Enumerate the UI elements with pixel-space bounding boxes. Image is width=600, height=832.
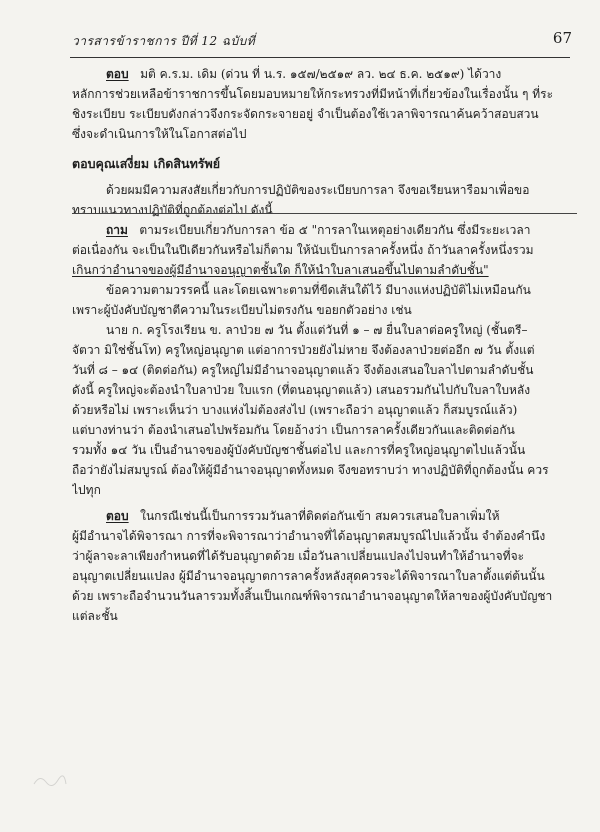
page-header: [72, 29, 572, 52]
answer2-line-5: ด้วย เพราะถือจำนวนวันลารวมทั้งสิ้นเป็นเกณฑ์พิจารณาอำนาจอนุญาตให้ลาของผู้บังคับบัญชา: [72, 589, 553, 603]
answer1-line-1: [72, 64, 572, 84]
answer1-text: มติ ค.ร.ม. เดิม (ด่วน ที่ น.ร. ๑๕๗/๒๕๑๙ ลว. ๒๔ ธ.ค. ๒๕๑๙) ได้วาง: [140, 67, 502, 81]
body-line-8: แต่บางท่านว่า ต้องนำเสนอไปพร้อมกัน โดยอ้างว่า เป็นการลาครั้งเดียวกันและติดต่อกัน: [72, 423, 515, 437]
ask-line-3: เกินกว่าอำนาจของผู้มีอำนาจอนุญาตชั้นใด ก็ให้นำใบลาเสนอขึ้นไปตามลำดับชั้น": [72, 263, 489, 277]
body-line-2: เพราะผู้บังคับบัญชาตีความในระเบียบไม่ตรงกัน ขอยกตัวอย่าง เช่น: [72, 303, 412, 317]
question-intro-2: ทราบแนวทางปฏิบัติที่ถูกต้องต่อไป ดังนี้: [72, 203, 273, 217]
answer2-line-3: ว่าผู้ลาจะลาเพียงกำหนดที่ได้รับอนุญาตด้วย เมื่อวันลาเปลี่ยนแปลงไปจนทำให้อำนาจที่จะ: [72, 549, 525, 563]
answer2-text: ในกรณีเช่นนี้เป็นการรวมวันลาที่ติดต่อกันเข้า สมควรเสนอใบลาเพิ่มให้: [140, 509, 500, 523]
ask-line-1: [72, 220, 572, 240]
body-line-9: รวมทั้ง ๑๔ วัน เป็นอำนาจของผู้บังคับบัญชาชั้นต่อไป และการที่ครูใหญ่อนุญาตไปแล้วนั้น: [72, 443, 526, 457]
answer1-line-2: หลักการช่วยเหลือข้าราชการขึ้นโดยมอบหมายให้กระทรวงที่มีหน้าที่เกี่ยวข้องในเรื่องนั้น ๆ ที่ระ: [72, 87, 554, 101]
ask-text-1: ตามระเบียบเกี่ยวกับการลา ข้อ ๕ "การลาในเหตุอย่างเดียวกัน ซึ่งมีระยะเวลา: [139, 223, 531, 237]
section-divider: [72, 213, 577, 214]
question-intro: ด้วยผมมีความสงสัยเกี่ยวกับการปฏิบัติของระเบียบการลา จึงขอเรียนหารือมาเพื่อขอ: [106, 183, 530, 197]
answer2-label: ตอบ: [106, 509, 129, 523]
ask-line-2: [72, 240, 572, 260]
body-line-5: วันที่ ๘ – ๑๔ (ติดต่อกัน) ครูใหญ่ไม่มีอำนาจอนุญาตแล้ว จึงต้องเสนอใบลาไปตามลำดับชั้น: [72, 363, 534, 377]
answer1-label: ตอบ: [106, 67, 129, 81]
body-line-10: ถือว่ายังไม่สมบูรณ์ ต้องให้ผู้มีอำนาจอนุญาตทั้งหมด จึงขอทราบว่า ทางปฏิบัติที่ถูกต้องนั้น ควร: [72, 463, 549, 477]
section-title: ตอบคุณเสงี่ยม เกิดสินทรัพย์: [72, 156, 221, 171]
journal-title: วารสารข้าราชการ ปีที่ 12 ฉบับที่: [72, 34, 256, 48]
document-body: [72, 64, 572, 626]
answer2-line-4: อนุญาตเปลี่ยนแปลง ผู้มีอำนาจอนุญาตการลาครั้งหลังสุดควรจะได้พิจารณาใบลาตั้งแต่ต้นนั้น: [72, 569, 545, 583]
answer2-line-1: [72, 506, 572, 526]
answer1-line-3: ชิงระเบียบ ระเบียบดังกล่าวจึงกระจัดกระจายอยู่ จำเป็นต้องใช้เวลาพิจารณาค้นคว้าสอบสวน: [72, 107, 539, 121]
page-number: 67: [552, 29, 572, 47]
body-line-1: ข้อความตามวรรคนี้ และโดยเฉพาะตามที่ขีดเส้นใต้ไว้ มีบางแห่งปฏิบัติไม่เหมือนกัน: [106, 283, 531, 297]
body-line-3: นาย ก. ครูโรงเรียน ข. ลาป่วย ๗ วัน ตั้งแต่วันที่ ๑ – ๗ ยื่นใบลาต่อครูใหญ่ (ชั้นตรี–: [106, 323, 528, 337]
faint-margin-mark: [32, 770, 68, 792]
answer2-line-6: แต่ละชั้น: [72, 609, 118, 623]
body-line-4: จัตวา มิใช่ชั้นโท) ครูใหญ่อนุญาต แต่อาการป่วยยังไม่หาย จึงต้องลาป่วยต่ออีก ๗ วัน ตั้งแต่: [72, 343, 535, 357]
header-rule: [70, 57, 570, 58]
body-line-6: ดังนี้ ครูใหญ่จะต้องนำใบลาป่วย ใบแรก (ที่ตนอนุญาตแล้ว) เสนอรวมกันไปกับใบลาใบหลัง: [72, 383, 531, 397]
body-line-11: ไปทุก: [72, 483, 101, 497]
ask-label: ถาม: [106, 223, 128, 237]
answer2-line-2: ผู้มีอำนาจได้พิจารณา การที่จะพิจารณาว่าอำนาจที่ได้อนุญาตสมบูรณ์ไปแล้วนั้น จำต้องคำนึง: [72, 529, 546, 543]
answer1-line-4: ซึ่งจะดำเนินการให้ในโอกาสต่อไป: [72, 127, 247, 141]
body-line-7: ด้วยหรือไม่ เพราะเห็นว่า บางแห่งไม่ต้องส่งไป (เพราะถือว่า อนุญาตแล้ว ก็สมบูรณ์แล้ว): [72, 403, 518, 417]
ask-text-2: ต่อเนื่องกัน จะเป็นในปีเดียวกันหรือไม่ก็ตาม ให้นับเป็นการลาครั้งหนึ่ง ถ้าวันลาครั้งหนึ่งรวม: [72, 243, 534, 257]
